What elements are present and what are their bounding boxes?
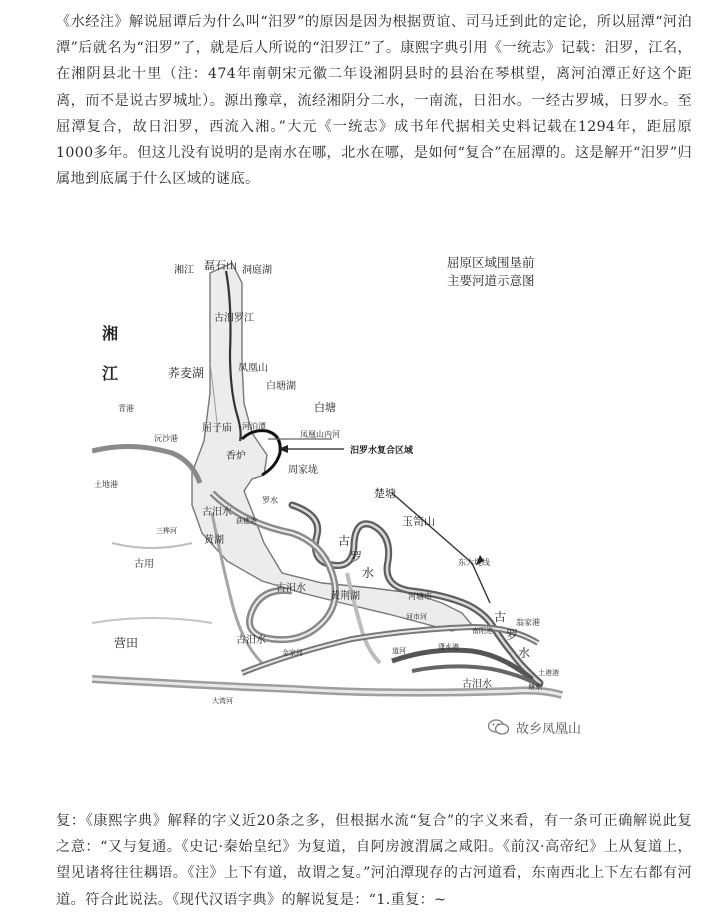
label-yingtian: 营田: [114, 636, 139, 650]
label-xiang: 湘: [102, 324, 119, 343]
label-gucheng: 古用: [134, 559, 154, 570]
label-zhoujiaping: 周家垅: [288, 465, 318, 476]
article-paragraph-2: 复：《康熙字典》解释的字义近20条之多，但根据水流“复合”的字义来看，有一条可正确解说此复之意：“又与复通。《史记·秦始皇纪》为复道，自阿房渡渭属之咸阳。《前汉·高帝纪》上从复道上，望见诸将往往耦语。《注》上下有道，故谓之复。”河泊潭现存的古河道看，东南西北上下左右都有河道。符合此说法。《现代汉语字典》的解说复是：“1.重复：~: [56, 813, 692, 908]
label-yujianshan: 玉笥山: [402, 515, 435, 528]
label-shui: 水: [362, 566, 375, 580]
label-qiaomaihu: 荞麦湖: [168, 366, 205, 380]
label-guluo-east-2: 罗: [506, 628, 519, 642]
label-quzimiao: 屈子庙: [202, 423, 232, 434]
label-chutang: 楚塘: [374, 487, 396, 500]
label-sanhuahe: 三桦河: [156, 527, 177, 535]
label-tangdong: 塘东: [528, 683, 542, 691]
label-tugang: 土港港: [538, 669, 559, 677]
xiangjiang-left-bank: [92, 446, 200, 483]
label-guluoshui-mid: 古汨水: [202, 507, 232, 518]
label-guluo-east-1: 古: [494, 610, 507, 624]
label-guluo-east-3: 水: [518, 646, 531, 660]
label-daohe: 道河: [392, 647, 406, 655]
map-title-line2: 主要河道示意图: [447, 273, 535, 288]
label-hebotan: 河泊潭: [242, 422, 266, 431]
label-xianglu: 香炉: [226, 451, 246, 462]
source-watermark: [488, 712, 581, 742]
label-jinjiahe: 金家河: [282, 649, 303, 657]
left-shore-thin: [112, 543, 192, 548]
label-gumishui-1: 古汨水: [276, 583, 306, 594]
left-shore-thin-2: [92, 618, 212, 623]
label-gu: 古: [338, 534, 351, 548]
river-map: [92, 243, 592, 713]
label-xiaoshuihe: 潇水港: [438, 643, 459, 651]
label-baitang: 白塘: [314, 401, 336, 414]
label-nanyang: 南阳港: [472, 627, 493, 635]
river-map-figure: [92, 243, 592, 713]
label-yumuyuan: 荻穗港: [236, 517, 257, 525]
label-luoshui: 罗水: [262, 496, 278, 505]
label-leishishan: 磊石山: [204, 259, 237, 272]
label-huanghu: 黄湖: [204, 535, 224, 546]
label-jiang: 江: [102, 364, 119, 383]
label-fenghuangshan: 凤凰山: [238, 363, 268, 374]
label-dongtinghu: 洞庭湖: [242, 265, 272, 276]
label-shaxigang: 沅沙港: [154, 434, 178, 443]
label-tudigang: 土地港: [94, 480, 118, 489]
map-title-line1: 屈原区域围垦前: [447, 255, 535, 270]
label-hesihe: 河市河: [406, 613, 427, 621]
label-luo: 罗: [350, 550, 363, 564]
label-dongdigexian: 东大堤线: [458, 558, 490, 567]
label-gumiluojiang: 古汨罗江: [214, 313, 254, 324]
label-guzhishui-low: 古汨水: [236, 635, 266, 646]
label-fenghuangshanneihe: 凤凰山内河: [300, 430, 340, 439]
article-paragraph-1: 《水经注》解说屈谭后为什么叫“汨罗”的原因是因为根据贾谊、司马迁到此的定论，所以屈潭“河泊潭”后就名为“汨罗”了，就是后人所说的“汨罗江”了。康熙字典引用《一统志》记载：汨罗，江名，在湘阴县北十里（注：474年南朝宋元徽二年设湘阴县时的县治在琴棋望，离河泊潭正好这个距离，而不是说古罗城址）。源出豫章，流经湘阴分二水，一南流，日汨水。一经古罗城，日罗水。至屈潭复合，故日汨罗，西流入湘。”大元《一统志》成书年代据相关史料记载在1294年，距屈原1000多年。但这儿没有说明的是南水在哪，北水在哪，是如何“复合”在屈潭的。这是解开“汨罗”归属地到底属于什么区域的谜底。: [56, 14, 692, 188]
label-hemi-zone: 汨罗水复合区域: [350, 446, 414, 456]
label-qinggang: 青港: [118, 404, 134, 413]
label-baitanghu: 白塘湖: [266, 381, 296, 392]
label-xiangjiang-top: 湘江: [174, 265, 194, 276]
wechat-icon: [488, 718, 510, 736]
label-taiwanhe: 大湾河: [212, 697, 233, 705]
watermark-text: 故乡凤凰山: [516, 721, 582, 737]
label-wengjiagang: 翁家港: [516, 618, 540, 627]
label-huangjinghu: 黄荆湖: [330, 591, 360, 602]
label-hemudi: 河塘市: [408, 592, 432, 601]
label-gumishui-se: 古汨水: [462, 679, 492, 690]
